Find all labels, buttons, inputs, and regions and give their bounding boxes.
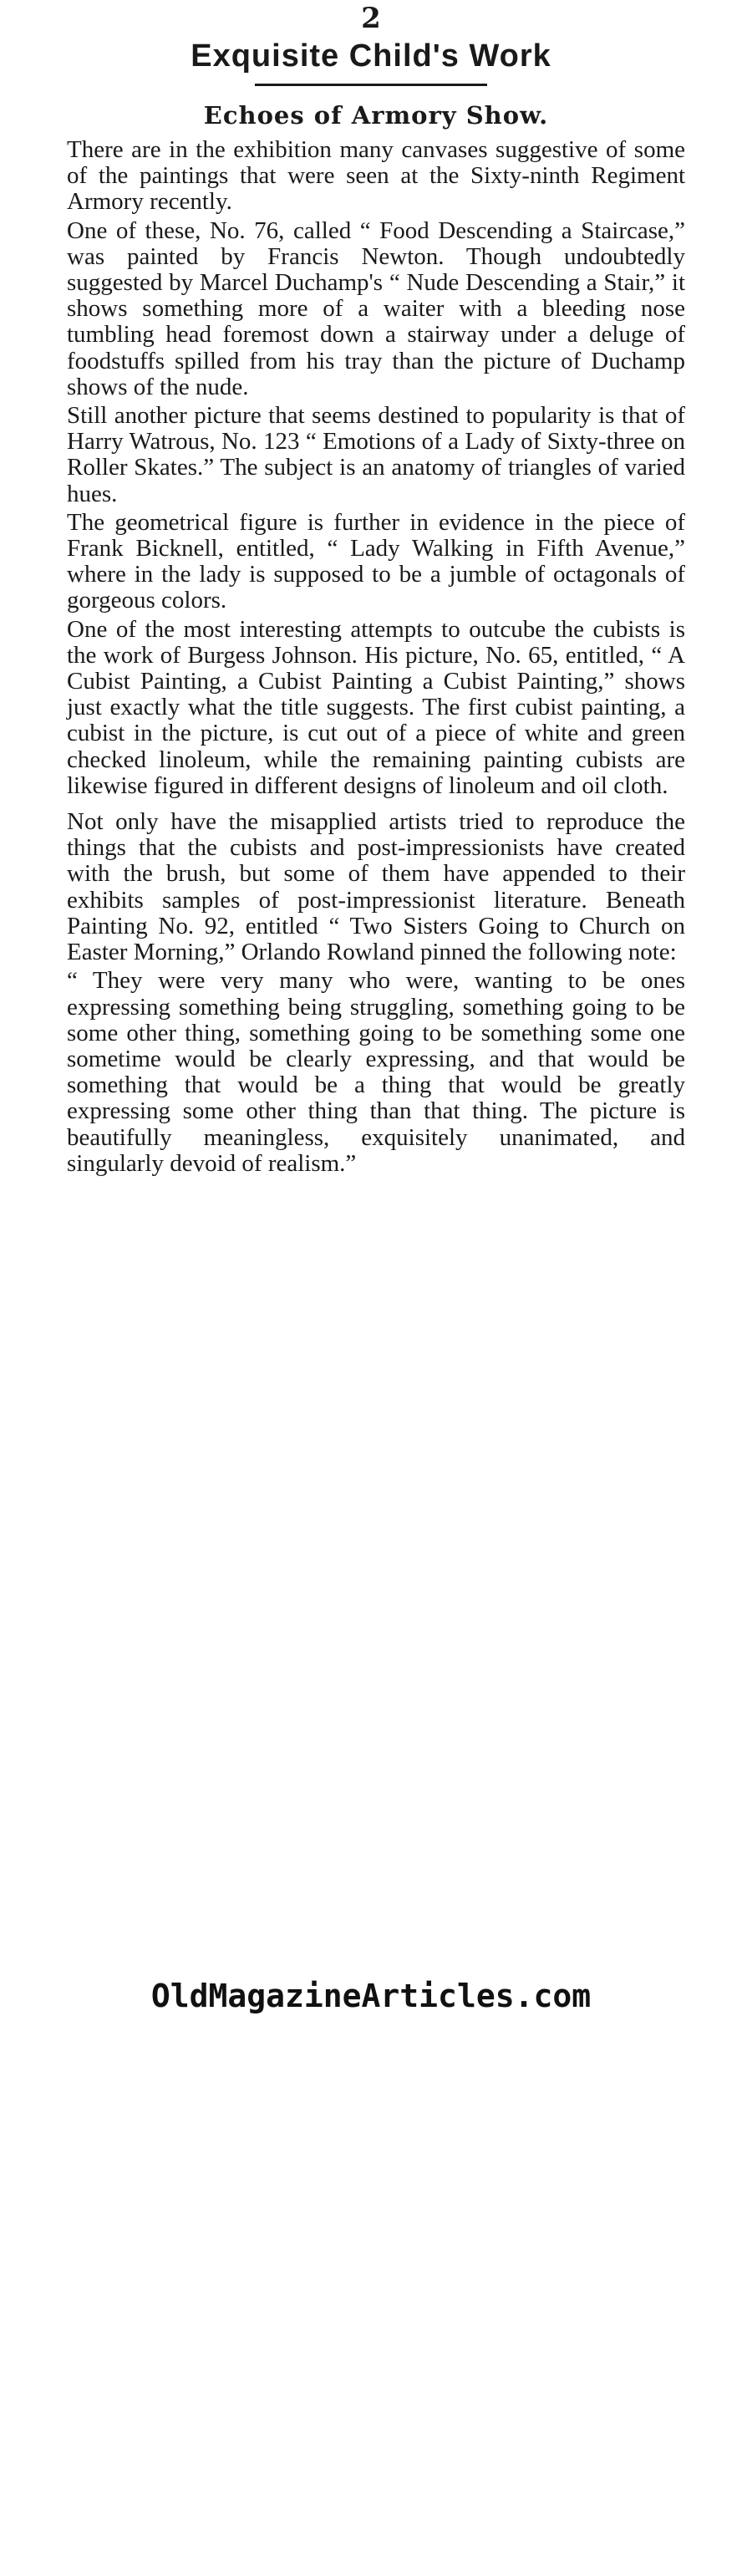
article-subhead: Echoes of Armory Show.	[203, 101, 549, 130]
headline: Exquisite Child's Work	[191, 38, 551, 74]
article-paragraph: “ They were very many who were, wanting to be ones expressing something being struggling, something going to be some other thing, something going to be something some one sometime would be clearly expressing, and that would be something that would be a thing that would be greatly expressing some other thing than that thing. The picture is beautifully meaningless, exquisitely unanimated, and singularly devoid of realism.”	[67, 967, 685, 1177]
article-paragraph: One of these, No. 76, called “ Food Descending a Staircase,” was painted by Francis Newton. Though undoubtedly suggested by Marcel Duchamp's “ Nude Descending a Stair,” it shows something more of a waiter with a bleeding nose tumbling head foremost down a stairway under a deluge of foodstuffs spilled from his tray than the picture of Duchamp shows of the nude.	[67, 216, 685, 400]
site-watermark: OldMagazineArticles.com	[150, 1978, 592, 2014]
article-paragraph: One of the most interesting attempts to outcube the cubists is the work of Burgess Johnson. His picture, No. 65, entitled, “ A Cubist Painting, a Cubist Painting a Cubist Painting,” shows just exactly what the title suggests. The first cubist painting, a cubist in the picture, is cut out of a piece of white and green checked linoleum, while the remaining painting cubists are likewise figured in different designs of linoleum and oil cloth.	[67, 615, 685, 799]
article-paragraph: Still another picture that seems destined to popularity is that of Harry Watrous, No. 123 “ Emotions of a Lady of Sixty-three on Roller Skates.” The subject is an anatomy of triangles of varied hues.	[67, 402, 685, 507]
article-paragraph: There are in the exhibition many canvases suggestive of some of the paintings that were seen at the Sixty-ninth Regiment Armory recently.	[67, 136, 685, 216]
article-paragraph: Not only have the misapplied artists tried to reproduce the things that the cubists and post-impressionists have created with the brush, but some of them have appended to their exhibits samples of post-impressionist literature. Beneath Painting No. 92, entitled “ Two Sisters Going to Church on Easter Morning,” Orlando Rowland pinned the following note:	[67, 808, 685, 966]
article-column	[67, 94, 685, 1177]
headline-rule	[255, 84, 487, 86]
article-paragraph: The geometrical figure is further in evidence in the piece of Frank Bicknell, entitled, “ Lady Walking in Fifth Avenue,” where in the lady is supposed to be a jumble of octagonals of gorgeous colors.	[67, 508, 685, 614]
page-number: 2	[361, 2, 381, 35]
